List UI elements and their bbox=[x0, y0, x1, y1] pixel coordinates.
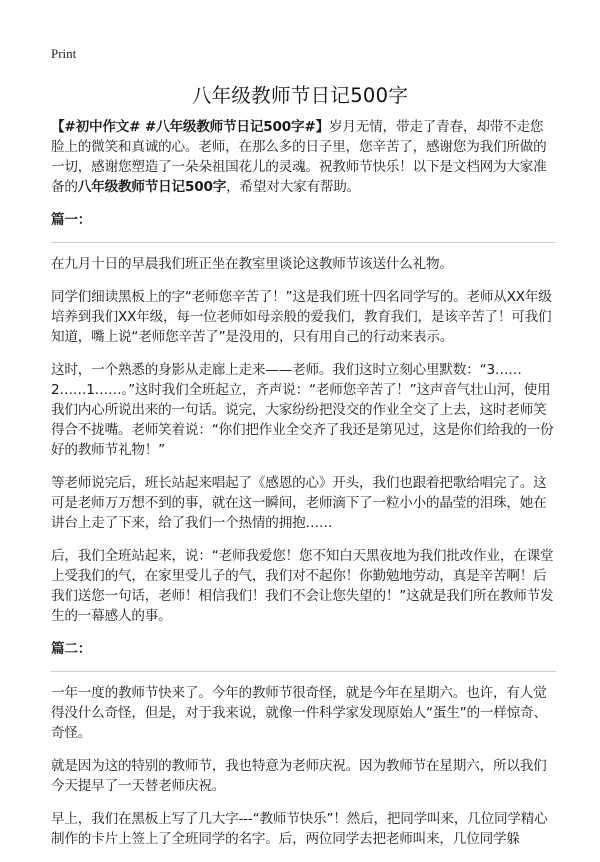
intro-text-end: ，希望对大家有帮助。 bbox=[226, 179, 361, 195]
paragraph: 后，我们全班站起来，说：“老师我爱您！您不知白天黑夜地为我们批改作业，在课堂上受我们的气，在家里受儿子的气，我们对不起你！你勤勉地劳动，真是辛苦啊！后我们送您一句话，老师！相信我们！我们不会让您失望的！”这就是我们所在教师节发生的一幕感人的事。 bbox=[51, 548, 554, 624]
paragraph: 早上，我们在黑板上写了几大字---“教师节快乐”！然后，把同学叫来，几位同学精心制作的卡片上签上了全班同学的名字。后，两位同学去把老师叫来，几位同学躲 bbox=[51, 811, 548, 847]
print-link[interactable]: Print bbox=[51, 46, 77, 61]
intro-text: 岁月无情，带走了青春，却带不走您脸上的微笑和真诚的心。老师，在那么多的日子里，您辛苦了，感谢您为我们所做的一切，感谢您塑造了一朵朵祖国花儿的灵魂。祝教师节快乐！以下是文档网为大家准备的 bbox=[51, 119, 547, 195]
section-divider bbox=[51, 242, 556, 243]
paragraph: 等老师说完后，班长站起来唱起了《感恩的心》开头，我们也跟着把歌给唱完了。这可是老师万万想不到的事，就在这一瞬间，老师滴下了一粒小小的晶莹的泪珠，她在讲台上走了下来，给了我们一个热情的拥抱…… bbox=[51, 475, 547, 531]
paragraph: 在九月十日的早晨我们班正坐在教室里谈论这教师节该送什么礼物。 bbox=[51, 256, 453, 272]
intro-tag: 【#初中作文# #八年级教师节日记500字#】 bbox=[51, 119, 329, 135]
paragraph: 这时，一个熟悉的身影从走廊上走来——老师。我们这时立刻心里默数：“3……2……1……。”这时我们全班起立，齐声说：“老师您辛苦了！”这声音气壮山河，使用我们内心所说出来的一句话。说完，大家纷纷把没交的作业全交了上去，这时老师笑得合不拢嘴。老师笑着说：“你们把作业全交齐了我还是第见过，这是你们给我的一份好的教师节礼物！” bbox=[51, 362, 554, 458]
section-divider bbox=[51, 671, 556, 672]
paragraph: 就是因为这的特别的教师节，我也特意为老师庆祝。因为教师节在星期六，所以我们今天提早了一天替老师庆祝。 bbox=[51, 758, 547, 794]
page-title: 八年级教师节日记500字 bbox=[191, 84, 409, 107]
intro-highlight: 八年级教师节日记500字 bbox=[77, 179, 227, 195]
intro-paragraph bbox=[51, 117, 556, 197]
paragraph: 一年一度的教师节快来了。今年的教师节很奇怪，就是今年在星期六。也许，有人觉得没什么奇怪，但是，对于我来说，就像一件科学家发现原始人“蛋生”的一样惊奇、奇怪。 bbox=[51, 685, 547, 741]
section-heading-2: 篇二： bbox=[51, 641, 92, 657]
paragraph: 同学们细读黑板上的字“老师您辛苦了！”这是我们班十四名同学写的。老师从XX年级培养到我们XX年级，每一位老师如母亲般的爱我们，教育我们，是该辛苦了！可我们知道，嘴上说“老师您辛苦了”是没用的，只有用自己的行动来表示。 bbox=[51, 289, 552, 345]
section-heading-1: 篇一： bbox=[51, 212, 92, 228]
article-body bbox=[51, 117, 556, 862]
